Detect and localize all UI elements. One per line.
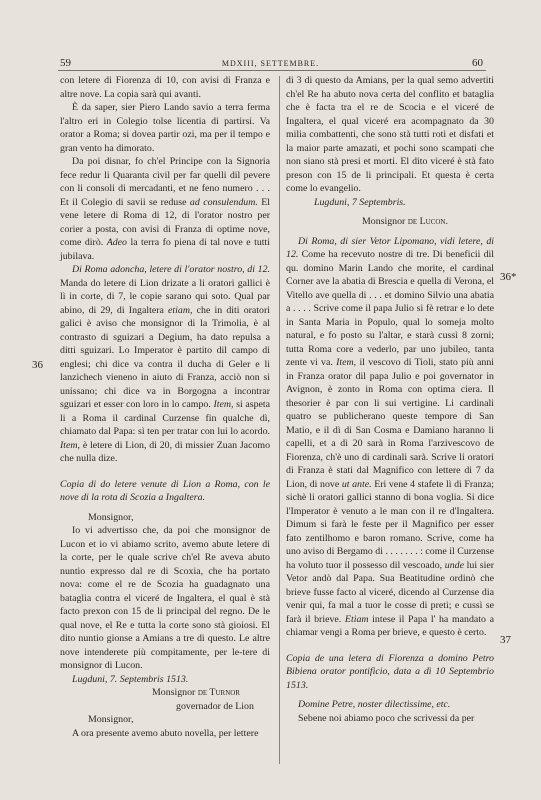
letter-body: A ora presente avemo abuto novella, per lettere xyxy=(72,727,259,739)
signature: Monsignor de Lucon. xyxy=(362,216,448,227)
section-heading: Copia di do letere venute di Lion a Roma, con le nove di la rota di Scozia a Ingaltera. xyxy=(60,478,270,503)
left-column xyxy=(60,74,270,740)
section-heading: Copia de una letera di Fiorenza a domino Petro Bibiena orator pontificio, data a dì 10 Septembrio 1513. xyxy=(286,652,494,691)
salutation: Monsignor, xyxy=(88,714,134,725)
running-title: MDXIII, SETTEMBRE. xyxy=(221,59,320,68)
dateline: Lugduni, 7 Septembris. xyxy=(314,196,406,208)
paragraph: di 3 di questo da Amians, per la qual semo advertiti ch'el Re ha abuto nova certa del conflito et bataglia che è facta tra el re de Scocia e el viceré de Ingaltera, el qual viceré era acompagnato da 30 milia combattenti, che sono stà tutti roti et disfati et la maior parte amazati, et pochi sono scampati che non siano stà presi et morti. El dito viceré è stà fato preson con 15 de li principali. Et questa è certa come lo evangelio. xyxy=(286,75,494,194)
signature-title: governador de Lion xyxy=(176,700,254,712)
salutation: Domine Petre, noster dilectissime, etc. xyxy=(298,699,451,710)
dateline: Lugduni, 7. Septembris 1513. xyxy=(72,673,189,685)
page-number-right: 60 xyxy=(472,57,483,69)
page-number-left: 59 xyxy=(60,57,71,69)
paragraph: Di Roma adoncha, letere di l'orator nostro, di 12. Manda do letere di Lion drizate a li oratori gallici è lì in corte, di 7, le copie sarano qui soto. Qual par abino, di 29, di Ingaltera etiam, che in diti oratori galici è aviso che monsignor di la Trimolia, è al contrasto di sguizari a Degium, ha dato repulsa a ditti sguizari. Lo Imperator è partito dil campo di englesi; chi dice va contra il ducha di Geler e li lanzichech vieneno in aiuto di Franza, acciò non si unissano; chi dice va in Borgogna a incontrar sguizari et esser con loro in lo campo. Item, si aspeta li a Roma il cardinal Curzense fin qualche dì, chiamato dal Papa: sì ten per tratar con lui lo acordo. Item, è letere di Lion, di 20, di missier Zuan Jacomo che nulla dize. xyxy=(60,264,271,464)
paragraph: È da saper, sier Piero Lando savio a terra ferma l'altro eri in Colegio tolse licentia di partirsi. Va orator a Roma; si dovea partir ozi, ma per il tempo e gran vento ha dimorato. xyxy=(60,102,270,154)
signature: Monsignor de Turnor xyxy=(152,687,240,698)
right-column xyxy=(286,74,494,725)
column-divider xyxy=(279,76,280,764)
margin-number-right-37: 37 xyxy=(500,634,511,646)
paragraph: Da poi disnar, fo ch'el Principe con la Signoria fece redur li Quaranta civil per far quelli dil pevere con li consoli di mercadanti, et ne feno numero . . . Et il Colegio di savii se reduse ad consulendum. El vene letere di Roma di 12, di l'orator nostro per corier a posta, con avisi di Franza di optime nove, come dirò. Adeo la terra fo piena di tal nove e tutti jubilava. xyxy=(60,156,271,262)
paragraph: con letere di Fiorenza di 10, con avisi di Franza e altre nove. La copia sarà qui avanti. xyxy=(60,75,270,100)
margin-number-right-36: 36* xyxy=(500,271,517,283)
header-rule xyxy=(58,70,486,71)
paragraph: Di Roma, di sier Vetor Lipomano, vidi letere, di 12. Come ha recevuto nostre di tre. Di beneficii dil qu. domino Marin Lando che morite, el cardinal Corner ave la abatia di Brescia e quella di Verona, el Vitello ave quella di . . . et domino Silvio una abatia a . . . . Scrive come il papa Julio si fè retrar e lo dete in Santa Maria in Populo, qual lo someja molto natural, e fo posto su l'altar, e starà cussì 8 zorni; tutta Roma core a vederlo, par uno jubileo, tanta zente vi va. Item, il vescovo di Tioli, stato più anni in Franza orator dil papa Julio e poi governator in Avignon, è zonto in Roma con optima ciera. Il thesorier è par con li sui vertigine. Li cardinali quatro se publicherano queste tempore di San Matio, e il dì di San Cosma e Damiano haranno li capelli, et a dì 20 sarà in Roma l'arzivescovo de Fiorenza, ch'è uno di cardinali sarà. Scrive li oratori di Franza è stati dal Magnifico con lettere di 7 da Lion, di nove ut ante. Eri vene 4 stafete lì di Franza; sichè li oratori gallici stanno di bona voglia. Si dice l'Imperator è venuto a le man con il re d'Ingaltera. Dimum si farà le feste per il Magnifico per esser fato zentilhomo e baron romano. Scrive, come ha uno aviso di Bergamo di . . . . . . . : come il Curzense ha voluto tuor il possesso dil vescoado, unde lui sier Vetor andò dal Papa. Sua Beatitudine ordinò che brieve fusse facto al viceré, dicendo al Curzense dia venir qui, fa mal a tuor le cosse di preti; e cussì se farà il brieve. Etiam intese il Papa l' ha mandato a chiamar vengi a Roma per brieve, e questo è certo. xyxy=(286,235,495,638)
letter-body: Sebene noi abiamo poco che scrivessi da per xyxy=(298,712,475,724)
salutation: Monsignor, xyxy=(88,511,134,523)
letter-body: Io vi advertisso che, da poi che monsignor de Lucon et io vi abiamo scrito, avemo abute letere di la corte, per le quale scrive ch'el Re aveva abuto nuntio expresso dal re di Scoxia, che ha portato nova: come el re de Scozia ha guadagnato una bataglia contra el viceré de Ingaltera, el qual è stà facto prexon con 15 de li principal del regno. De le qual nove, el Re e tutta la corte sono stà gioiosi. El dito nuntio gionse a Amians a tre di questo. Le altre nove intenderete più compitamente, per le-tere di monsignor di Lucon. xyxy=(60,525,270,671)
margin-number-left: 36 xyxy=(32,359,43,371)
